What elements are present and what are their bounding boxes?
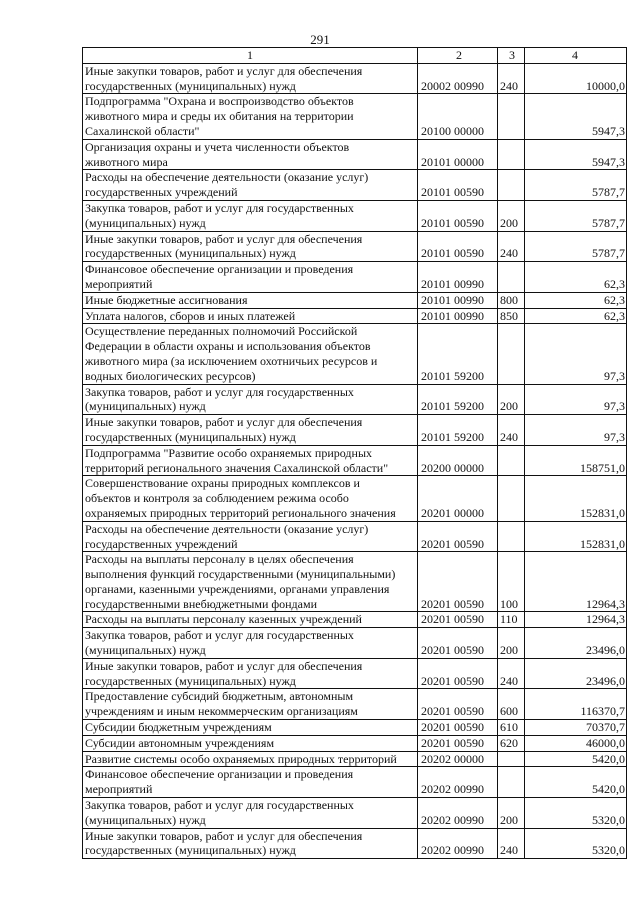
row-name [83, 384, 418, 415]
row-name [83, 63, 418, 94]
row-type: 850 [498, 308, 525, 324]
header-col-sum: 4 [525, 48, 627, 64]
row-type: 800 [498, 292, 525, 308]
row-sum: 12964,3 [525, 612, 627, 628]
row-sum: 5420,0 [525, 767, 627, 798]
row-name-line: Субсидии автономным учреждениям [85, 735, 275, 750]
table-row [83, 720, 627, 736]
row-sum: 62,3 [525, 262, 627, 293]
row-type [498, 94, 525, 139]
row-code: 20202 00000 [418, 751, 498, 767]
row-name-line: Закупка товаров, работ и услуг для государственных [85, 200, 354, 215]
header-col-name: 1 [83, 48, 418, 64]
row-sum: 116370,7 [525, 689, 627, 720]
row-name-line: Иные бюджетные ассигнования [85, 292, 248, 307]
row-type: 240 [498, 231, 525, 262]
row-name-line: Финансовое обеспечение организации и проведения [85, 262, 354, 277]
row-sum: 10000,0 [525, 63, 627, 94]
table-row [83, 445, 627, 476]
table-row [83, 521, 627, 552]
table-row [83, 658, 627, 689]
row-name-line: государственных (муниципальных) нужд [85, 843, 296, 858]
row-name-line: Подпрограмма "Охрана и воспроизводство объектов [85, 94, 354, 109]
row-name-line: государственных учреждений [85, 185, 238, 200]
row-sum: 12964,3 [525, 552, 627, 612]
row-sum: 5787,7 [525, 231, 627, 262]
table-row [83, 751, 627, 767]
row-name [83, 689, 418, 720]
row-sum: 5420,0 [525, 751, 627, 767]
row-name [83, 798, 418, 829]
table-row [83, 170, 627, 201]
row-name [83, 139, 418, 170]
row-code: 20202 00990 [418, 828, 498, 859]
row-code: 20100 00000 [418, 94, 498, 139]
row-sum: 70370,7 [525, 720, 627, 736]
row-code: 20101 00590 [418, 231, 498, 262]
row-name [83, 521, 418, 552]
table-row [83, 324, 627, 384]
row-name-line: Осуществление переданных полномочий Российской [85, 324, 358, 339]
row-name-line: Субсидии бюджетным учреждениям [85, 720, 272, 735]
row-code: 20101 00990 [418, 308, 498, 324]
row-name-line: животного мира [85, 154, 168, 169]
row-name [83, 828, 418, 859]
row-type [498, 445, 525, 476]
row-name [83, 262, 418, 293]
row-type: 240 [498, 63, 525, 94]
table-row [83, 63, 627, 94]
row-name-line: выполнения функций государственными (муниципальными) [85, 567, 396, 582]
row-name [83, 552, 418, 612]
row-name-line: Федерации в области охраны и использования объектов [85, 339, 371, 354]
row-name-line: Иные закупки товаров, работ и услуг для обеспечения [85, 63, 363, 78]
row-code: 20201 00590 [418, 658, 498, 689]
row-sum: 5787,7 [525, 170, 627, 201]
row-sum: 46000,0 [525, 735, 627, 751]
row-name-line: государственных учреждений [85, 536, 238, 551]
row-name-line: Закупка товаров, работ и услуг для государственных [85, 628, 354, 643]
row-name-line: мероприятий [85, 782, 153, 797]
row-sum: 152831,0 [525, 476, 627, 521]
table-row [83, 628, 627, 659]
row-name [83, 445, 418, 476]
budget-table [82, 47, 627, 859]
row-sum: 152831,0 [525, 521, 627, 552]
row-name-line: Расходы на выплаты персоналу в целях обеспечения [85, 552, 354, 567]
row-name-line: Расходы на выплаты персоналу казенных учреждений [85, 612, 362, 627]
row-name [83, 231, 418, 262]
row-type: 200 [498, 384, 525, 415]
row-type: 240 [498, 415, 525, 446]
row-name-line: государственных (муниципальных) нужд [85, 429, 296, 444]
row-code: 20201 00590 [418, 689, 498, 720]
table-row [83, 262, 627, 293]
row-sum: 5320,0 [525, 828, 627, 859]
row-code: 20201 00590 [418, 521, 498, 552]
row-name-line: мероприятий [85, 276, 153, 291]
row-name [83, 720, 418, 736]
row-type [498, 476, 525, 521]
row-name [83, 612, 418, 628]
table-row [83, 139, 627, 170]
row-name [83, 735, 418, 751]
row-type: 200 [498, 798, 525, 829]
table-row [83, 767, 627, 798]
row-name-line: территорий регионального значения Сахалинской области" [85, 460, 389, 475]
row-name-line: Расходы на обеспечение деятельности (оказание услуг) [85, 521, 369, 536]
row-name [83, 170, 418, 201]
row-name-line: Предоставление субсидий бюджетным, автономным [85, 689, 354, 704]
row-type: 110 [498, 612, 525, 628]
table-row [83, 384, 627, 415]
row-type [498, 262, 525, 293]
row-sum: 23496,0 [525, 628, 627, 659]
row-sum: 23496,0 [525, 658, 627, 689]
row-sum: 62,3 [525, 292, 627, 308]
row-type [498, 170, 525, 201]
header-col-type: 3 [498, 48, 525, 64]
row-type: 240 [498, 658, 525, 689]
row-code: 20201 00000 [418, 476, 498, 521]
row-code: 20202 00990 [418, 798, 498, 829]
row-type [498, 521, 525, 552]
row-name [83, 767, 418, 798]
row-type: 100 [498, 552, 525, 612]
row-code: 20201 00590 [418, 628, 498, 659]
table-row [83, 476, 627, 521]
row-sum: 5947,3 [525, 94, 627, 139]
row-name-line: Уплата налогов, сборов и иных платежей [85, 308, 296, 323]
row-sum: 5947,3 [525, 139, 627, 170]
row-code: 20101 00590 [418, 200, 498, 231]
row-code: 20101 59200 [418, 384, 498, 415]
row-name-line: государственных (муниципальных) нужд [85, 673, 296, 688]
row-name-line: (муниципальных) нужд [85, 399, 206, 414]
table-row [83, 415, 627, 446]
row-name-line: Иные закупки товаров, работ и услуг для обеспечения [85, 415, 363, 430]
row-code: 20201 00590 [418, 720, 498, 736]
row-type: 200 [498, 200, 525, 231]
table-row [83, 798, 627, 829]
row-code: 20202 00990 [418, 767, 498, 798]
row-code: 20101 00590 [418, 170, 498, 201]
row-code: 20101 00990 [418, 292, 498, 308]
row-name-line: животного мира и среды их обитания на территории [85, 109, 354, 124]
row-code: 20101 00000 [418, 139, 498, 170]
row-name-line: государственными внебюджетными фондами [85, 596, 318, 611]
row-name-line: Закупка товаров, работ и услуг для государственных [85, 798, 354, 813]
row-name-line: охраняемых природных территорий регионального значения [85, 505, 396, 520]
row-name [83, 308, 418, 324]
row-type: 600 [498, 689, 525, 720]
row-name-line: (муниципальных) нужд [85, 812, 206, 827]
table-row [83, 94, 627, 139]
row-code: 20201 00590 [418, 735, 498, 751]
header-col-code: 2 [418, 48, 498, 64]
row-code: 20200 00000 [418, 445, 498, 476]
row-name-line: Сахалинской области" [85, 123, 200, 138]
table-row [83, 612, 627, 628]
row-sum: 97,3 [525, 415, 627, 446]
row-name [83, 94, 418, 139]
row-sum: 62,3 [525, 308, 627, 324]
row-name-line: (муниципальных) нужд [85, 643, 206, 658]
row-type [498, 324, 525, 384]
row-name [83, 292, 418, 308]
row-name-line: Финансовое обеспечение организации и проведения [85, 767, 354, 782]
row-name [83, 476, 418, 521]
row-type [498, 767, 525, 798]
row-name-line: Иные закупки товаров, работ и услуг для обеспечения [85, 658, 363, 673]
row-name-line: учреждениям и иным некоммерческим организациям [85, 704, 358, 719]
row-name [83, 415, 418, 446]
row-code: 20002 00990 [418, 63, 498, 94]
table-row [83, 735, 627, 751]
row-sum: 158751,0 [525, 445, 627, 476]
row-name-line: Иные закупки товаров, работ и услуг для обеспечения [85, 828, 363, 843]
row-sum: 97,3 [525, 384, 627, 415]
table-row [83, 308, 627, 324]
row-name [83, 658, 418, 689]
row-name-line: Совершенствование охраны природных комплексов и [85, 476, 360, 491]
row-type: 200 [498, 628, 525, 659]
row-name-line: органами, казенными учреждениями, органами управления [85, 581, 390, 596]
table-row [83, 552, 627, 612]
row-name-line: животного мира (за исключением охотничьих ресурсов и [85, 353, 378, 368]
row-code: 20201 00590 [418, 612, 498, 628]
page-number: 291 [310, 32, 330, 47]
row-name-line: Подпрограмма "Развитие особо охраняемых природных [85, 445, 373, 460]
row-name-line: (муниципальных) нужд [85, 215, 206, 230]
row-type: 620 [498, 735, 525, 751]
row-name [83, 200, 418, 231]
row-name-line: Расходы на обеспечение деятельности (оказание услуг) [85, 170, 369, 185]
row-name [83, 628, 418, 659]
row-name-line: водных биологических ресурсов) [85, 368, 256, 383]
row-sum: 5787,7 [525, 200, 627, 231]
row-name-line: Иные закупки товаров, работ и услуг для обеспечения [85, 231, 363, 246]
row-code: 20101 59200 [418, 324, 498, 384]
table-row [83, 689, 627, 720]
row-type: 610 [498, 720, 525, 736]
row-sum: 5320,0 [525, 798, 627, 829]
header-row [83, 48, 627, 64]
row-type: 240 [498, 828, 525, 859]
table-row [83, 292, 627, 308]
row-code: 20201 00590 [418, 552, 498, 612]
table-row [83, 828, 627, 859]
row-name-line: государственных (муниципальных) нужд [85, 78, 296, 93]
row-name-line: Организация охраны и учета численности объектов [85, 139, 350, 154]
row-type [498, 751, 525, 767]
row-name [83, 751, 418, 767]
row-type [498, 139, 525, 170]
row-name [83, 324, 418, 384]
row-code: 20101 59200 [418, 415, 498, 446]
row-code: 20101 00990 [418, 262, 498, 293]
row-name-line: Закупка товаров, работ и услуг для государственных [85, 384, 354, 399]
row-sum: 97,3 [525, 324, 627, 384]
table-row [83, 200, 627, 231]
table-row [83, 231, 627, 262]
row-name-line: объектов и контроля за соблюдением режима особо [85, 491, 349, 506]
row-name-line: Развитие системы особо охраняемых природных территорий [85, 751, 397, 766]
row-name-line: государственных (муниципальных) нужд [85, 246, 296, 261]
